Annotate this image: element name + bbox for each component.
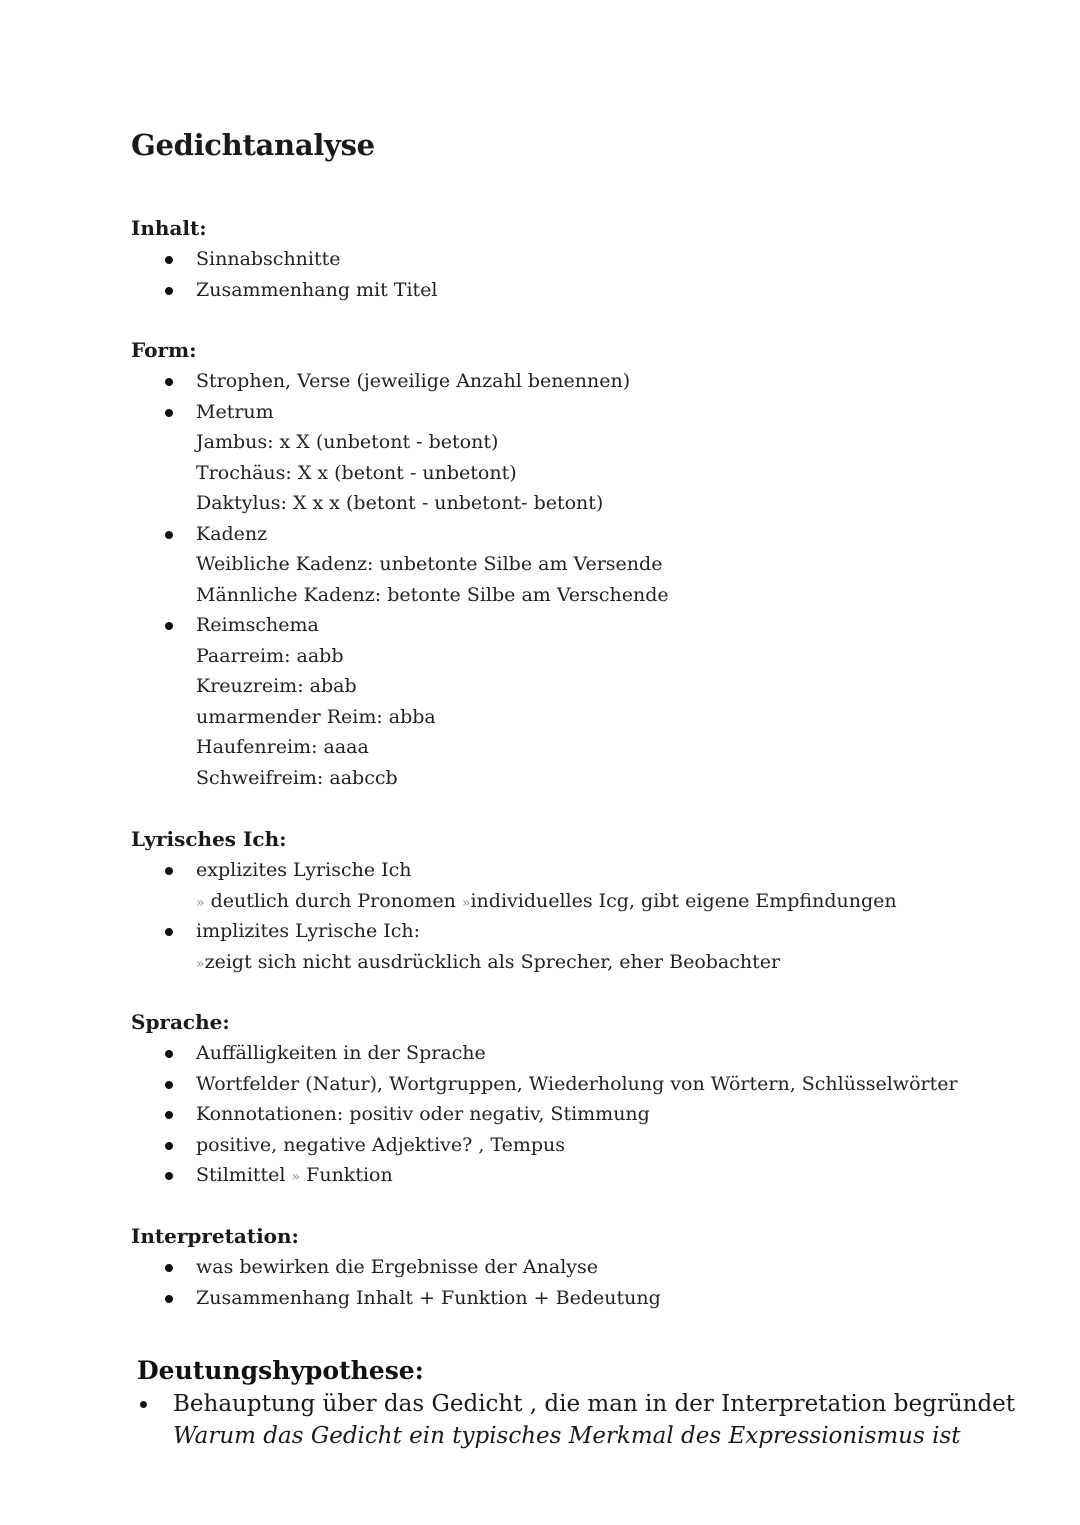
- bullet-icon: [165, 1081, 173, 1089]
- sub-line: umarmender Reim: abba: [196, 705, 436, 728]
- sub-line: Trochäus: X x (betont - unbetont): [196, 461, 517, 484]
- list-item: was bewirken die Ergebnisse der Analyse: [131, 1252, 661, 1283]
- sub-line: » deutlich durch Pronomen »individuelles Icg, gibt eigene Empfindungen: [196, 889, 897, 912]
- section-deutungshypothese: [137, 1354, 1015, 1452]
- sub-line: Kreuzreim: abab: [196, 675, 357, 697]
- bullet-icon: [165, 1142, 173, 1150]
- bullet-icon: [165, 1172, 173, 1180]
- sub-line: »zeigt sich nicht ausdrücklich als Sprecher, eher Beobachter: [196, 950, 781, 973]
- list-item: Sinnabschnitte: [131, 244, 438, 275]
- page-title: Gedichtanalyse: [131, 128, 375, 162]
- list-item: Konnotationen: positiv oder negativ, Stimmung: [131, 1099, 958, 1130]
- bullet-icon: [165, 256, 173, 264]
- section-form: [131, 335, 669, 793]
- list-item: Reimschema: [131, 610, 669, 641]
- sub-line: Männliche Kadenz: betonte Silbe am Verschende: [196, 583, 669, 606]
- bullet-icon: [165, 287, 173, 295]
- list-item: Auffälligkeiten in der Sprache: [131, 1038, 958, 1069]
- bullet-icon: [165, 1264, 173, 1272]
- list-item: Wortfelder (Natur), Wortgruppen, Wiederholung von Wörtern, Schlüsselwörter: [131, 1069, 958, 1100]
- bullet-icon: [140, 1401, 147, 1408]
- bullet-icon: [165, 378, 173, 386]
- list-item: Kadenz: [131, 519, 669, 550]
- list-item: implizites Lyrische Ich:: [131, 916, 897, 947]
- list-item: positive, negative Adjektive? , Tempus: [131, 1130, 958, 1161]
- bullet-icon: [165, 928, 173, 936]
- arrow-icon: »: [461, 894, 471, 911]
- bullet-icon: [165, 622, 173, 630]
- section-inhalt: [131, 213, 438, 305]
- bullet-icon: [165, 409, 173, 417]
- arrow-icon: »: [291, 1169, 301, 1185]
- sub-line: Haufenreim: aaaa: [196, 736, 369, 758]
- sub-line: Paarreim: aabb: [196, 644, 344, 667]
- list-item: Zusammenhang mit Titel: [131, 275, 438, 306]
- sub-line: Weibliche Kadenz: unbetonte Silbe am Versende: [196, 553, 663, 575]
- section-interpretation: [131, 1221, 661, 1313]
- sub-line: Schweifreim: aabccb: [196, 766, 398, 789]
- section-sprache: [131, 1007, 958, 1191]
- section-lyrisches-ich: [131, 824, 897, 977]
- bullet-icon: [165, 531, 173, 539]
- arrow-icon: »: [196, 894, 205, 911]
- list-item: Behauptung über das Gedicht , die man in der Interpretation begründet: [137, 1388, 1015, 1420]
- section-heading: Form:: [131, 338, 197, 362]
- bullet-icon: [165, 867, 173, 875]
- bullet-icon: [165, 1295, 173, 1303]
- section-heading: Interpretation:: [131, 1224, 299, 1248]
- section-heading: Inhalt:: [131, 216, 207, 240]
- sub-line: Daktylus: X x x (betont - unbetont- betont): [196, 492, 604, 514]
- list-item: Stilmittel » Funktion: [131, 1160, 958, 1191]
- section-heading: Lyrisches Ich:: [131, 827, 287, 851]
- bullet-icon: [165, 1111, 173, 1119]
- list-item: explizites Lyrische Ich: [131, 855, 897, 886]
- section-heading: Deutungshypothese:: [137, 1356, 424, 1385]
- bullet-icon: [165, 1050, 173, 1058]
- list-item: Strophen, Verse (jeweilige Anzahl benennen): [131, 366, 669, 397]
- list-item: Zusammenhang Inhalt + Funktion + Bedeutung: [131, 1283, 661, 1314]
- section-heading: Sprache:: [131, 1010, 230, 1034]
- sub-line: Jambus: x X (unbetont - betont): [196, 431, 499, 453]
- list-item: Metrum: [131, 397, 669, 428]
- example-line: Warum das Gedicht ein typisches Merkmal des Expressionismus ist: [173, 1423, 961, 1449]
- arrow-icon: »: [196, 955, 205, 972]
